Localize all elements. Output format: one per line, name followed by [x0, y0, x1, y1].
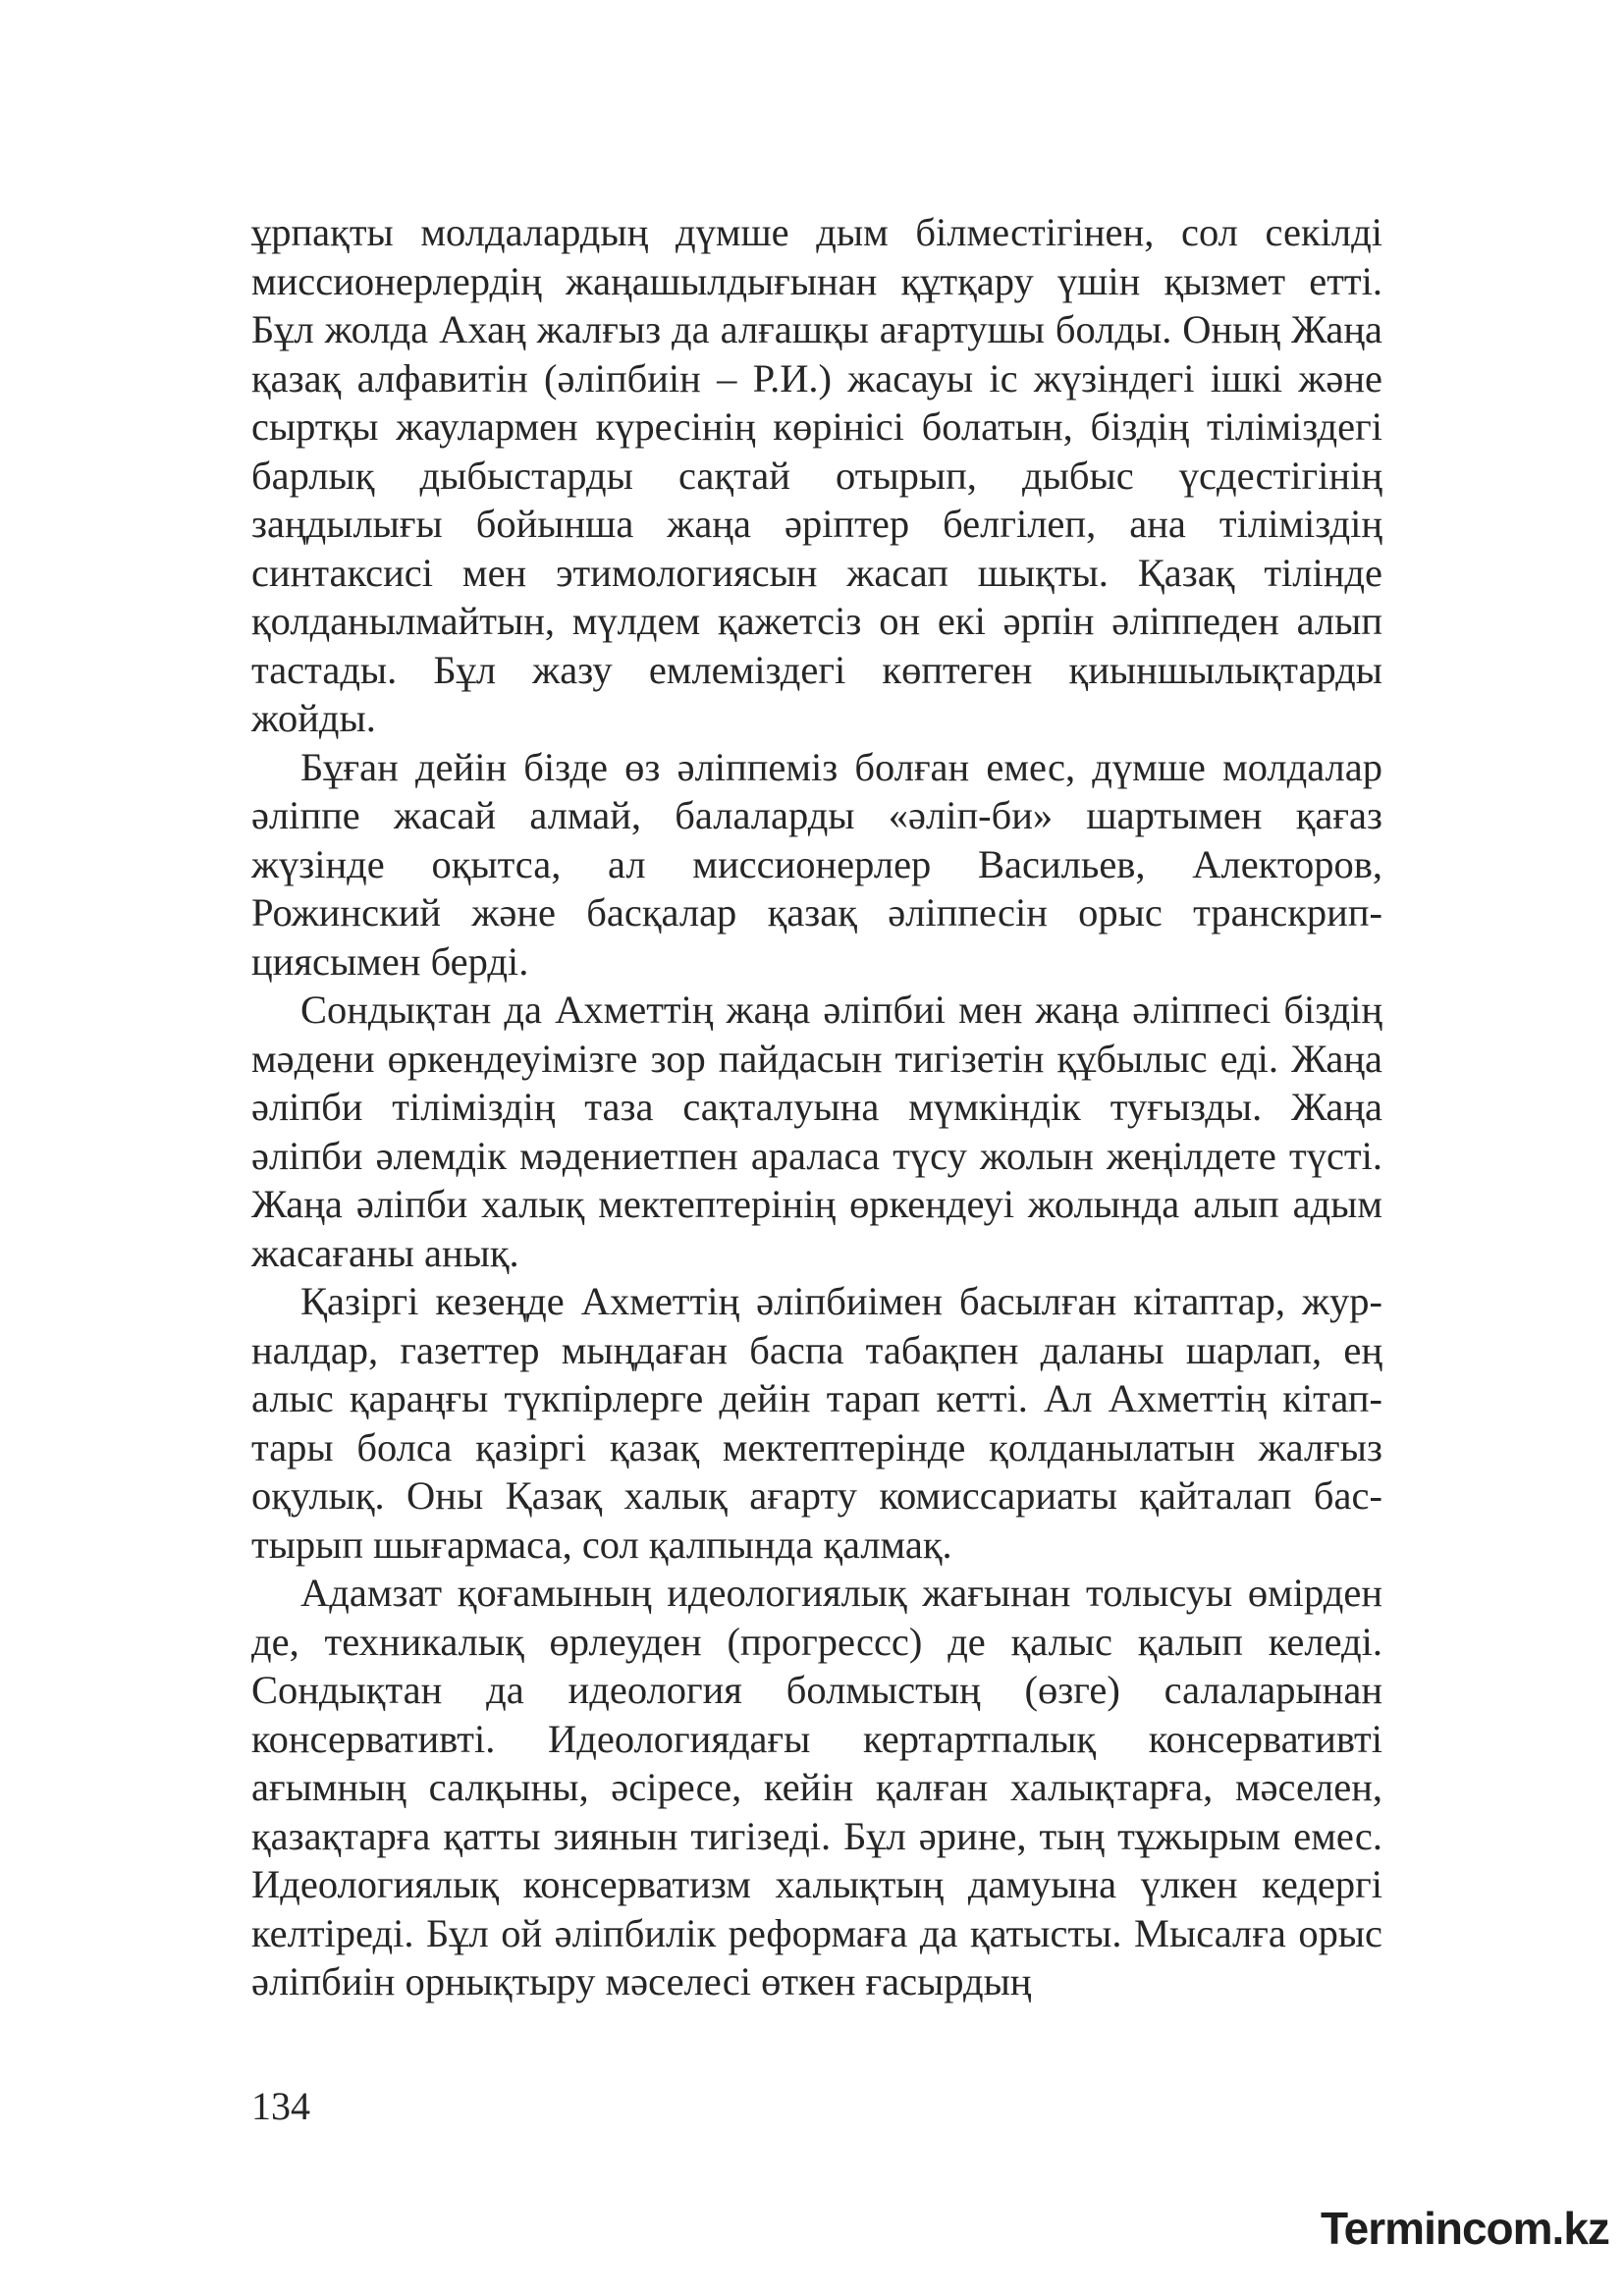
watermark-logo — [1321, 2194, 1609, 2263]
paragraph-1: ұрпақты молдалардың дүмше дым білместігінен, сол секілді миссионерлердің жаңашылдығынан құтқару үшін қызмет етті. Бұл жолда Ахаң жалғыз да алғашқы ағартушы болды. Оның Жаңа қазақ алфавитін (әліпбиін – Р.И.) жасауы іс жүзіндегі ішкі және сыртқы жаулармен күресінің көрінісі болатын, біздің тіліміздегі барлық дыбыстарды сақтай отырып, дыбыс үсдестігінің заңдылығы бойынша жаңа әріптер белгілеп, ана тіліміздің синтаксисі мен этимологиясын жасап шықты. Қазақ тілінде қолданылмайтын, мүлдем қажетсіз он екі әрпін әліппеден алып тастады. Бұл жазу емлеміздегі көптеген қиыншылықтарды жойды. — [251, 210, 1382, 740]
paragraph-5: Адамзат қоғамының идеологиялық жағынан толысуы өмірден де, техникалық өрлеуден (прогрессс) де қалыс қалып келеді. Сондықтан да идеология болмыстың (өзге) салаларынан консервативті. Идеологиядағы кертартпалық консервативті ағымның салқыны, әсіресе, кейін қалған халықтарға, мәселен, қазақтарға қатты зиянын тигізеді. Бұл әрине, тың тұжырым емес. Идеологиялық консерватизм халықтың дамуына үлкен кедергі келтіреді. Бұл ой әліпбилік реформаға да қатысты. Мысалға орыс әліпбиін орнықтыру мәселесі өткен ғасырдың — [251, 1571, 1382, 2003]
page-number: 134 — [251, 2084, 310, 2128]
paragraph-3: Сондықтан да Ахметтің жаңа әліпбиі мен жаңа әліппесі біздің мәдени өркендеуімізге зор пайдасын тигізетін құбылыс еді. Жаңа әліпби тіліміздің таза сақталуына мүмкіндік туғызды. Жаңа әліпби әлемдік мәдениетпен араласа түсу жолын жеңілдете түсті. Жаңа әліпби халық мектептерінің өркендеуі жолында алып адым жасағаны анық. — [251, 988, 1382, 1275]
body-text — [251, 208, 1382, 2006]
paragraph-4: Қазіргі кезеңде Ахметтің әліпбиімен басылған кітаптар, журналдар, газеттер мыңдаған баспа табақпен даланы шарлап, ең алыс қараңғы түкпірлерге дейін тарап кетті. Ал Ахметтің кітаптары болса қазіргі қазақ мектептерінде қолданылатын жалғыз оқулық. Оны Қазақ халық ағарту комиссариаты қайталап бастырып шығармаса, сол қалпында қалмақ. — [251, 1279, 1382, 1567]
watermark-text: Termincom.kz — [1321, 2203, 1609, 2254]
paragraph-2: Бұған дейін бізде өз әліппеміз болған емес, дүмше молдалар әліппе жасай алмай, балаларды «әліп-би» шартымен қағаз жүзінде оқытса, ал миссионерлер Васильев, Алекторов, Рожинский және басқалар қазақ әліппесін орыс транскрипциясымен берді. — [251, 744, 1382, 984]
